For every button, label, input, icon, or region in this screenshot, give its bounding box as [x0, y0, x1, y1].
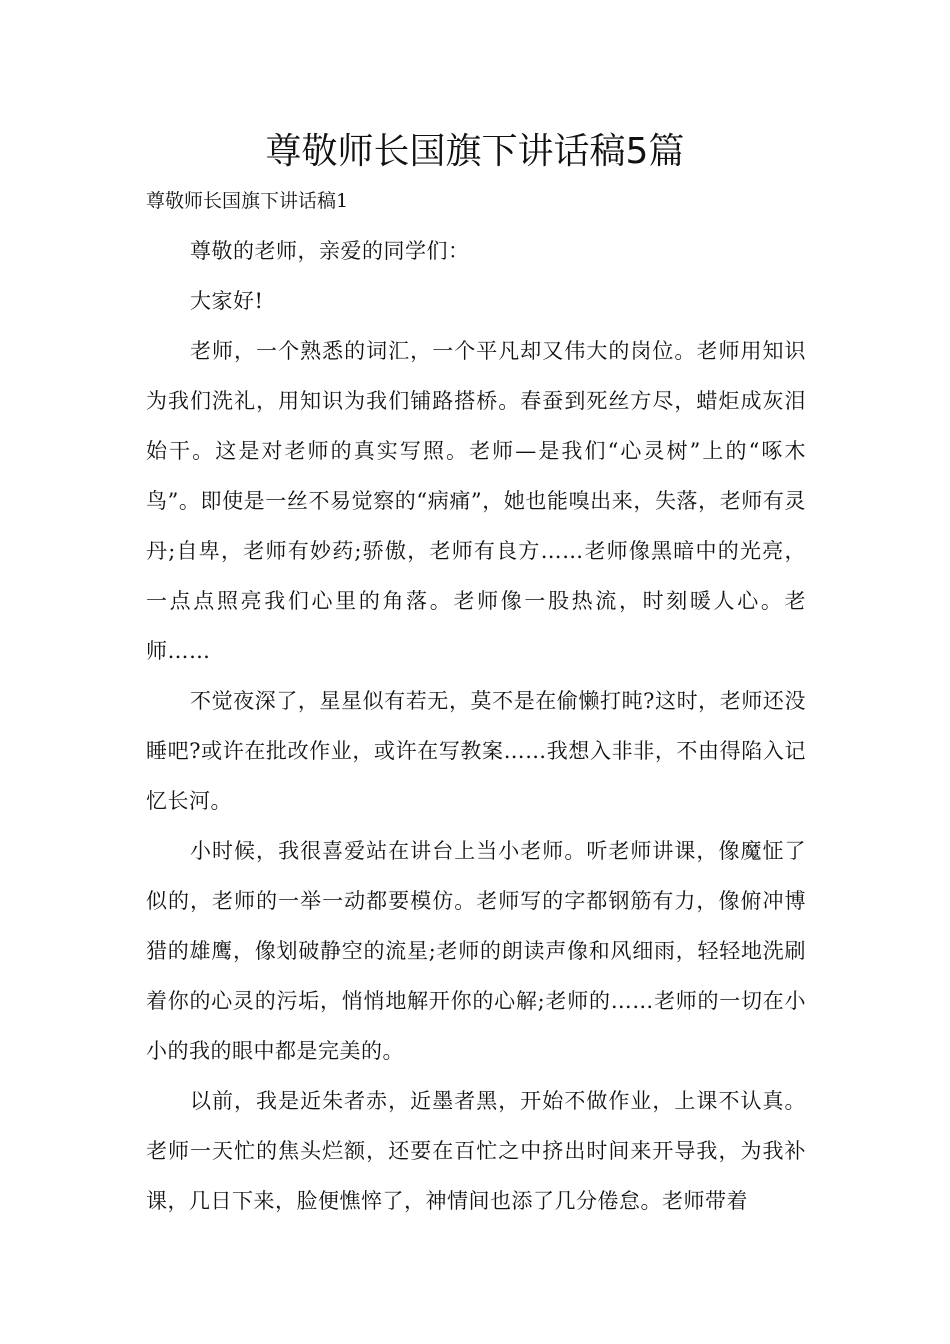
body-paragraph: 小时候，我很喜爱站在讲台上当小老师。听老师讲课，像魔怔了似的，老师的一举一动都要模仿。老师写的字都钢筋有力，像俯冲博猎的雄鹰，像划破静空的流星;老师的朗读声像和风细雨，轻轻地洗刷着你的心灵的污垢，悄悄地解开你的心解;老师的……老师的一切在小小的我的眼中都是完美的。 [146, 839, 806, 1063]
document-subtitle: 尊敬师长国旗下讲话稿1 [146, 190, 349, 212]
salutation-paragraph: 尊敬的老师，亲爱的同学们： [190, 239, 470, 263]
greeting-paragraph: 大家好! [190, 289, 264, 313]
body-paragraph: 不觉夜深了，星星似有若无，莫不是在偷懒打盹?这时，老师还没睡吧?或许在批改作业，或许在写教案……我想入非非，不由得陷入记忆长河。 [146, 689, 806, 813]
document-title: 尊敬师长国旗下讲话稿5篇 [265, 131, 685, 172]
body-paragraph: 老师，一个熟悉的词汇，一个平凡却又伟大的岗位。老师用知识为我们洗礼，用知识为我们铺路搭桥。春蚕到死丝方尽，蜡炬成灰泪始干。这是对老师的真实写照。老师—是我们“心灵树”上的“啄木鸟”。即使是一丝不易觉察的“病痛”，她也能嗅出来，失落，老师有灵丹;自卑，老师有妙药;骄傲，老师有良方……老师像黑暗中的光亮，一点点照亮我们心里的角落。老师像一股热流，时刻暖人心。老师…… [146, 339, 806, 663]
document-body [146, 226, 806, 1226]
body-paragraph: 以前，我是近朱者赤，近墨者黑，开始不做作业，上课不认真。老师一天忙的焦头烂额，还要在百忙之中挤出时间来开导我，为我补课，几日下来，脸便憔悴了，神情间也添了几分倦怠。老师带着 [146, 1089, 806, 1213]
